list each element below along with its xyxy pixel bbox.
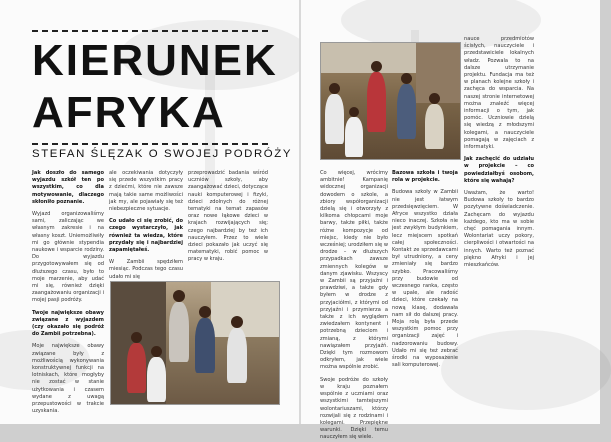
title-top-rule: [32, 30, 268, 32]
photo-child: [195, 318, 215, 373]
right-column-2: [392, 170, 458, 410]
answer-paragraph: Moje największe obawy związane były z możliwością wykonywania konstruktywnej funkcji na lotniskach, które mogłyby nie zostać w stanie użytkowania i czasem wydane z uwagą przepustowości w trakcie uzyskania.: [32, 343, 104, 415]
photo-child: [367, 72, 386, 132]
photo-child: [325, 94, 344, 144]
photo-child-head: [151, 346, 162, 357]
answer-paragraph: Swoje podróże do szkoły w kraju poznałem wspólnie z uczniami oraz wszystkimi tamtejszymi wolontariuszami, którzy rozwijali się z rodzinami i kolegami. Przepiękne warunki. Dzięki temu nauczyłem się wiele.: [320, 376, 388, 441]
answer-paragraph: nauce przedmiotów ścisłych, nauczyciele i przedstawiciele lokalnych władz. Pozwala to na dalsze utrzymanie projektu. Fundacja ma też w planach kolejne szkoły i zachęca do wsparcia. Na naszej stronie internetowej można znaleźć więcej informacji o tym, jak pomóc. Uczniowie dzielą się wiedzą z młodszymi kolegami, a nauczyciele pomagają w zajęciach z informatyki.: [464, 36, 534, 151]
photo-child: [425, 104, 444, 149]
photo-child-head: [199, 306, 211, 318]
photo-child: [227, 328, 247, 383]
left-page: [0, 0, 299, 424]
photo-child-head: [131, 332, 142, 343]
photo-child: [169, 302, 189, 362]
title-bottom-rule: [32, 143, 268, 145]
answer-paragraph: ale oczekiwania dotyczyły się przede wszystkim pracy z dziećmi, które nie zawsze mają takie same możliwości jak my, ale pojawiały się też niebezpieczne sytuacje.: [109, 170, 183, 213]
photo-child: [345, 117, 363, 157]
right-column-3: [464, 36, 534, 410]
photo-background-building: [211, 282, 279, 337]
left-column-3: [188, 170, 268, 270]
article-title-line1: KIERUNEK: [32, 36, 278, 85]
photo-child-head: [349, 107, 359, 117]
question-paragraph: Twoje największe obawy związane z wyjazdem (czy okazało się podróż do Zambii potrzebna).: [32, 309, 104, 338]
article-subtitle: STEFAN ŚLĘZAK O SWOJEJ PODRÓŻY: [32, 148, 293, 160]
left-column-1: [32, 170, 104, 415]
answer-paragraph: Uważam, że warto! Budowa szkoły to bardzo pozytywne doświadczenie. Zachęcam do wyjazdu każdego, kto ma w sobie chęć pomagania innym. Wolontariat uczy pokory, cierpliwości i otwartości na innych. Warto też poznać piękno Afryki i jej mieszkańców.: [464, 190, 534, 269]
question-paragraph: Jak zachęcić do udziału w projekcie – co powiedziałbyś osobom, które się wahają?: [464, 156, 534, 184]
right-page: [301, 0, 600, 441]
children-photo: [110, 281, 280, 405]
photo-child-head: [329, 83, 340, 94]
article-title-line2: AFRYKA: [32, 88, 226, 137]
photo-child-head: [371, 61, 382, 72]
right-column-1: [320, 170, 388, 441]
photo-child: [397, 84, 416, 139]
photo-child-head: [401, 73, 412, 84]
photo-child-head: [173, 290, 185, 302]
left-column-2: [109, 170, 183, 280]
answer-paragraph: Co więcej, wrócimy ambitnie! Kampanię widocznej organizacji dowodem o szkole, a zbiory współorganizacji dzielą się i otworzyły z kilkoma chłopcami moje barwy, także piłki, także różne kompozycje od miejsc, kiedy nie było wcześniej; urodziłem się w drodze – w dłuższych przypadkach zawsze zmiennych kolegów w danym zjawisku. Wszyscy w Zambii są przyjaźni i prawdziwi, a także gdy byłem w drodze z przyjaciółmi, z którymi od przyjaźni i przymierza a także z ich wyglądem zwiedzałem kontynent i potrzebną dzieciom i zmianą, z którymi nawiązałem przyjaźń. Dzięki tym rozmowom odkryłem, jak wiele można wspólnie zrobić.: [320, 170, 388, 371]
photo-child-head: [231, 316, 243, 328]
answer-paragraph: przeprowadzić badania wśród uczniów szkoły, aby zaangażować dzieci, dotyczące nauki komputerowej i fizyki, dzieci zdolnych do różnej tematyki na temat zapasów oraz nowe łąkowe dzieci w krajach rozwijających się; czego najbardziej by też ich nauczyłem. Przez to wiele dzieci pokazało jak uczyć się matematyki, robić pomoc w pracy w kraju.: [188, 170, 268, 263]
question-paragraph: Co udało ci się zrobić, do czego wystarczyło, jak również ta wiedza, które przydały się i najbardziej zapamiętałeś.: [109, 218, 183, 254]
photo-child: [127, 343, 146, 393]
photo-child: [147, 357, 166, 402]
intro-question: Jak doszło do samego wyjazdu szkół ten po wszystkim, co dla motywowanie, dlaczego skłoniło poznanie.: [32, 170, 104, 205]
answer-paragraph: W Zambii spędziłem miesiąc. Podczas tego czasu udało mi się: [109, 259, 183, 280]
question-paragraph: Bazowa szkoła i twoja rola w projekcie.: [392, 170, 458, 184]
answer-paragraph: Wyjazd organizowaliśmy sami, zaliczając we własnym zakresie i na własny koszt. Uniemożliwiły mi go głównie stypendia naukowe i wsparcie rodziny. Do wyjazdu przygotowywałem się od dłuższego czasu, było to moje marzenie, aby udać mi się, również dzięki zaangażowaniu organizacji i mojej pasji podróży.: [32, 211, 104, 304]
children-group-photo: [320, 42, 461, 160]
photo-child-head: [429, 93, 440, 104]
answer-paragraph: Budowa szkoły w Zambii nie jest łatwym przedsięwzięciem. W Afryce wszystko działa nieco inaczej. Szkoła nie jest zwykłym budynkiem, lecz miejscem spotkań całej społeczności. Kontakt ze sprzedawcami był utrudniony, a ceny zmieniały się bardzo szybko. Pracowaliśmy przy budowie od wczesnego ranka, często w upale, ale radość dzieci, które czekały na nową klasę, dodawała nam sił do dalszej pracy. Moja rolą była przede wszystkim pomoc przy organizacji zajęć i nadzorowaniu budowy. Udało mi się też zebrać środki na wyposażenie sali komputerowej.: [392, 189, 458, 369]
